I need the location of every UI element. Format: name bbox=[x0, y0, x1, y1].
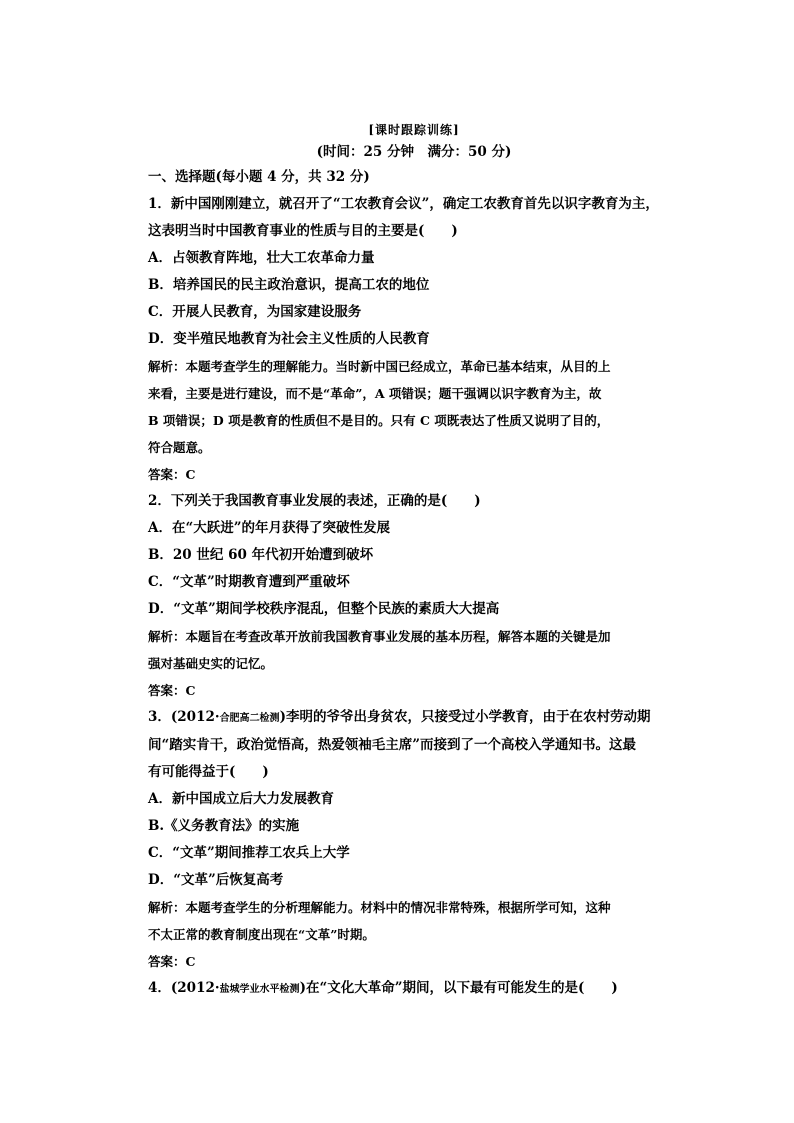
analysis-line: 解析：本题旨在考查改革开放前我国教育事业发展的基本历程，解答本题的关键是加 bbox=[148, 629, 611, 644]
page-header: [课时跟踪训练] bbox=[368, 123, 460, 137]
option-b: B．20 世纪 60 年代初开始遭到破坏 bbox=[148, 547, 374, 563]
question-stem bbox=[148, 975, 680, 1003]
document-page bbox=[148, 120, 680, 1003]
question-prefix: 4．(2012· bbox=[148, 980, 220, 996]
question-stem-text: )李明的爷爷出身贫农，只接受过小学教育，由于在农村劳动期 bbox=[279, 709, 651, 725]
question-source: 合肥高二检测 bbox=[219, 713, 280, 724]
option-d: D．“文革”期间学校秩序混乱，但整个民族的素质大大提高 bbox=[148, 601, 500, 617]
option-d: D．变半殖民地教育为社会主义性质的人民教育 bbox=[148, 331, 430, 347]
option-a: A．新中国成立后大力发展教育 bbox=[148, 791, 334, 807]
option-a: A．在“大跃进”的年月获得了突破性发展 bbox=[148, 520, 391, 536]
time-score-info: (时间：25 分钟 满分：50 分) bbox=[316, 144, 512, 160]
option-c: C．“文革”时期教育遭到严重破坏 bbox=[148, 574, 350, 590]
option-c: C．“文革”期间推荐工农兵上大学 bbox=[148, 845, 350, 861]
analysis-line: 不太正常的教育制度出现在“文革”时期。 bbox=[148, 927, 375, 942]
question-stem: 有可能得益于( ) bbox=[148, 764, 269, 780]
question-stem: 间“踏实肯干，政治觉悟高，热爱领袖毛主席”而接到了一个高校入学通知书。这最 bbox=[148, 737, 637, 753]
question-1 bbox=[148, 191, 680, 488]
analysis-line: 强对基础史实的记忆。 bbox=[148, 656, 274, 671]
option-b: B.《义务教育法》的实施 bbox=[148, 818, 300, 834]
option-d: D．“文革”后恢复高考 bbox=[148, 872, 284, 888]
analysis bbox=[148, 894, 680, 948]
question-2 bbox=[148, 488, 680, 704]
analysis-line: 符合题意。 bbox=[148, 440, 211, 455]
analysis-line: B 项错误；D 项是教育的性质但不是目的。只有 C 项既表达了性质又说明了目的， bbox=[148, 413, 610, 428]
question-3 bbox=[148, 704, 680, 975]
question-prefix: 3．(2012· bbox=[148, 709, 220, 725]
analysis bbox=[148, 353, 680, 461]
analysis bbox=[148, 623, 680, 677]
question-stem: 1．新中国刚刚建立，就召开了“工农教育会议”，确定工农教育首先以识字教育为主， bbox=[148, 196, 659, 212]
analysis-line: 解析：本题考查学生的分析理解能力。材料中的情况非常特殊，根据所学可知，这种 bbox=[148, 900, 611, 915]
question-4 bbox=[148, 975, 680, 1003]
question-source: 盐城学业水平检测 bbox=[219, 984, 300, 995]
question-stem-text: )在“文化大革命”期间，以下最有可能发生的是( ) bbox=[299, 980, 618, 996]
answer: 答案：C bbox=[148, 467, 196, 482]
question-stem: 2．下列关于我国教育事业发展的表述，正确的是( ) bbox=[148, 493, 481, 509]
analysis-line: 来看，主要是进行建设，而不是“革命”，A 项错误；题干强调以识字教育为主，故 bbox=[148, 386, 602, 401]
section-title: 一、选择题(每小题 4 分，共 32 分) bbox=[148, 169, 370, 185]
question-stem bbox=[148, 704, 680, 732]
option-a: A．占领教育阵地，壮大工农革命力量 bbox=[148, 250, 375, 266]
answer: 答案：C bbox=[148, 954, 196, 969]
option-b: B．培养国民的民主政治意识，提高工农的地位 bbox=[148, 277, 430, 293]
answer: 答案：C bbox=[148, 683, 196, 698]
analysis-line: 解析：本题考查学生的理解能力。当时新中国已经成立，革命已基本结束，从目的上 bbox=[148, 359, 611, 374]
option-c: C．开展人民教育，为国家建设服务 bbox=[148, 304, 362, 320]
question-stem: 这表明当时中国教育事业的性质与目的主要是( ) bbox=[148, 223, 458, 239]
